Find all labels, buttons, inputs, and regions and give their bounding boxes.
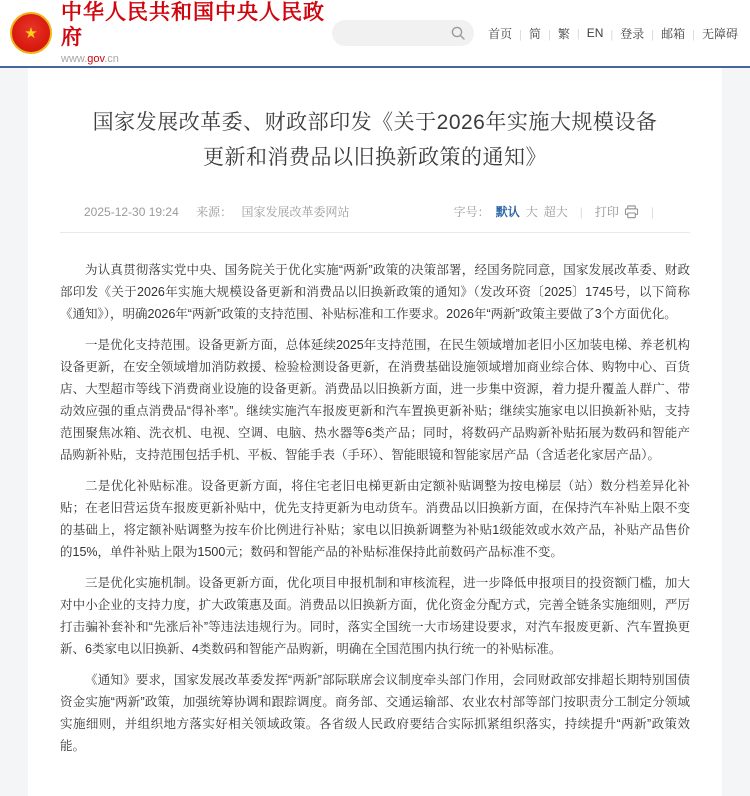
source-name[interactable]: 国家发展改革委网站 xyxy=(241,205,350,220)
font-size-large-button[interactable]: 大 xyxy=(525,205,538,220)
site-url: www.gov.cn xyxy=(61,52,119,65)
nav-home[interactable]: 首页 xyxy=(488,26,513,41)
font-size-default-button[interactable]: 默认 xyxy=(495,205,520,220)
font-size-label: 字号： xyxy=(453,205,490,220)
site-header xyxy=(0,0,750,66)
search-input[interactable] xyxy=(344,26,450,40)
source-label: 来源： xyxy=(196,205,233,220)
publish-date: 2025-12-30 19:24 xyxy=(84,205,179,220)
nav-traditional[interactable]: | 繁 xyxy=(541,25,570,42)
article-meta xyxy=(60,203,690,220)
meta-separator: | xyxy=(579,204,583,219)
nav-login[interactable]: | 登录 xyxy=(603,25,644,42)
article-title: 国家发展改革委、财政部印发《关于2026年实施大规模设备更新和消费品以旧换新政策的通知》 xyxy=(92,111,658,169)
meta-separator: | xyxy=(650,204,654,219)
paragraph-point-1: 一是优化支持范围。设备更新方面，总体延续2025年支持范围，在民生领域增加老旧小区加装电梯、养老机构设备更新，在安全领域增加消防救援、检验检测设备更新，在消费基础设施领域增加商业综合体、购物中心、百货店、大型超市等线下消费商业设施的设备更新。消费品以旧换新方面，进一步集中资源，着力提升覆盖人群广、带动效应强的重点消费品“得补率”。继续实施汽车报废更新和汽车置换更新补贴；继续实施家电以旧换新补贴，支持范围聚焦冰箱、洗衣机、电视、空调、电脑、热水器等6类产品；同时，将数码产品购新补贴拓展为数码和智能产品购新补贴，支持范围包括手机、平板、智能手表（手环）、智能眼镜和智能家居产品（含适老化家居产品）。 xyxy=(60,338,690,463)
nav-accessibility[interactable]: | 无障碍 xyxy=(685,25,738,42)
national-emblem-icon: ★ xyxy=(10,12,52,54)
font-size-xlarge-button[interactable]: 超大 xyxy=(543,205,568,220)
meta-divider-line xyxy=(60,232,690,233)
search-icon[interactable] xyxy=(450,25,466,41)
paragraph-point-3: 三是优化实施机制。设备更新方面，优化项目申报机制和审核流程，进一步降低申报项目的投资额门槛，加大对中小企业的支持力度，扩大政策惠及面。消费品以旧换新方面，优化资金分配方式，完善全链条实施细则，严厉打击骗补套补和“先涨后补”等违法违规行为。同时，落实全国统一大市场建设要求，对汽车报废更新、汽车置换更新、6类家电以旧换新、4类数码和智能产品购新，明确在全国范围内执行统一的补贴标准。 xyxy=(60,576,690,657)
site-logo[interactable] xyxy=(10,1,332,64)
search-box[interactable] xyxy=(332,20,474,46)
nav-mail[interactable]: | 邮箱 xyxy=(644,25,685,42)
paragraph-point-2: 二是优化补贴标准。设备更新方面，将住宅老旧电梯更新由定额补贴调整为按电梯层（站）数分档差异化补贴；在老旧营运货车报废更新补贴中，优先支持更新为电动货车。消费品以旧换新方面，在保持汽车补贴上限不变的基础上，将定额补贴调整为按车价比例进行补贴；家电以旧换新调整为补贴1级能效或水效产品，补贴产品售价的15%，单件补贴上限为1500元；数码和智能产品的补贴标准保持此前数码产品标准不变。 xyxy=(60,479,690,560)
paragraph-closing: 《通知》要求，国家发展改革委发挥“两新”部际联席会议制度牵头部门作用，会同财政部安排超长期特别国债资金实施“两新”政策，加强统筹协调和跟踪调度。商务部、交通运输部、农业农村部等部门按职责分工制定分领域实施细则，并组织地方落实好相关领域政策。各省级人民政府要结合实际抓紧组织落实，持续提升“两新”政策效能。 xyxy=(60,673,690,754)
article-card xyxy=(28,68,722,796)
nav-english[interactable]: | EN xyxy=(570,26,604,40)
top-nav xyxy=(488,25,738,42)
printer-icon xyxy=(624,205,639,219)
site-title: 中华人民共和国中央人民政府 xyxy=(61,1,325,49)
article-body xyxy=(60,259,690,757)
nav-simplified[interactable]: | 简 xyxy=(512,25,541,42)
print-button[interactable]: 打印 xyxy=(595,203,639,220)
paragraph-intro: 为认真贯彻落实党中央、国务院关于优化实施“两新”政策的决策部署，经国务院同意，国家发展改革委、财政部印发《关于2026年实施大规模设备更新和消费品以旧换新政策的通知》（发改环资〔2025〕1745号，以下简称《通知》），明确2026年“两新”政策的支持范围、补贴标准和工作要求。2026年“两新”政策主要做了3个方面优化。 xyxy=(60,263,690,322)
